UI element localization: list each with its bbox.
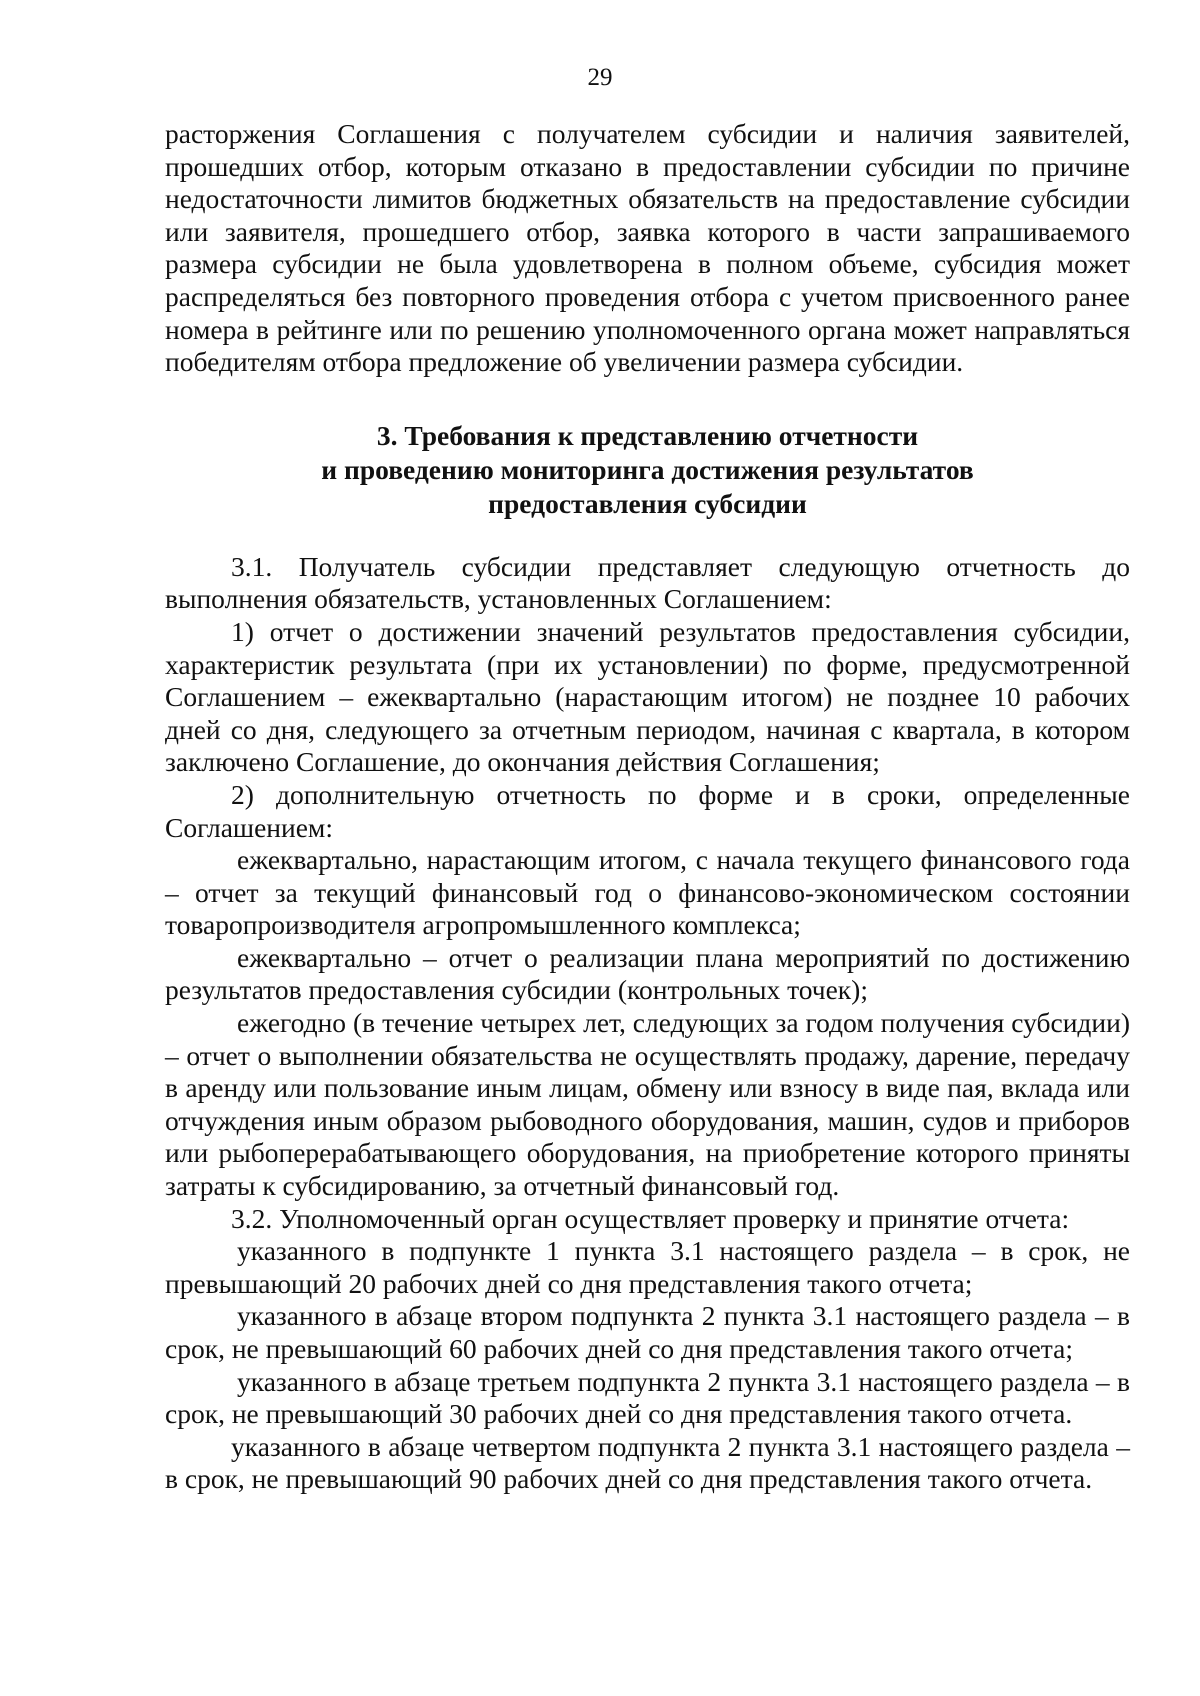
- paragraph-3-1-item-1: 1) отчет о достижении значений результатов предоставления субсидии, характеристик результата (при их установлении) по форме, предусмотренной Соглашением – ежеквартально (нарастающим итогом) не позднее 10 рабочих дней со дня, следующего за отчетным периодом, начиная с квартала, в котором заключено Соглашение, до окончания действия Соглашения;: [165, 615, 1130, 778]
- paragraph-check-third: указанного в абзаце третьем подпункта 2 пункта 3.1 настоящего раздела – в срок, не превышающий 30 рабочих дней со дня представления такого отчета.: [165, 1365, 1130, 1430]
- paragraph-check-second: указанного в абзаце втором подпункта 2 пункта 3.1 настоящего раздела – в срок, не превышающий 60 рабочих дней со дня представления такого отчета;: [165, 1300, 1130, 1364]
- section-heading: [165, 419, 1130, 521]
- paragraph-3-1: 3.1. Получатель субсидии представляет следующую отчетность до выполнения обязательств, установленных Соглашением:: [165, 550, 1130, 615]
- paragraph-3-1-item-2: 2) дополнительную отчетность по форме и в сроки, определенные Соглашением:: [165, 778, 1130, 843]
- paragraph-quarterly-plan: ежеквартально – отчет о реализации плана мероприятий по достижению результатов предоставления субсидии (контрольных точек);: [165, 941, 1130, 1006]
- paragraph-check-fourth: указанного в абзаце четвертом подпункта 2 пункта 3.1 настоящего раздела – в срок, не превышающий 90 рабочих дней со дня представления такого отчета.: [165, 1430, 1130, 1495]
- section-heading-line-3: предоставления субсидии: [488, 487, 807, 519]
- paragraph-continuation: расторжения Соглашения с получателем субсидии и наличия заявителей, прошедших отбор, которым отказано в предоставлении субсидии по причине недостаточности лимитов бюджетных обязательств на предоставление субсидии или заявителя, прошедшего отбор, заявка которого в части запрашиваемого размера субсидии не была удовлетворена в полном объеме, субсидия может распределяться без повторного проведения отбора с учетом присвоенного ранее номера в рейтинге или по решению уполномоченного органа может направляться победителям отбора предложение об увеличении размера субсидии.: [165, 118, 1130, 378]
- document-body: [165, 118, 1130, 1496]
- section-heading-line-1: 3. Требования к представлению отчетности: [376, 419, 919, 451]
- paragraph-quarterly-financial: ежеквартально, нарастающим итогом, с начала текущего финансового года – отчет за текущий финансовый год о финансово-экономическом состоянии товаропроизводителя агропромышленного комплекса;: [165, 844, 1130, 941]
- section-heading-line-2: и проведению мониторинга достижения результатов: [321, 453, 974, 485]
- paragraph-check-subpoint-1: указанного в подпункте 1 пункта 3.1 настоящего раздела – в срок, не превышающий 20 рабочих дней со дня представления такого отчета;: [165, 1235, 1130, 1299]
- paragraph-3-2: 3.2. Уполномоченный орган осуществляет проверку и принятие отчета:: [231, 1202, 1070, 1234]
- page-number: 29: [587, 64, 613, 91]
- paragraph-annual-obligation: ежегодно (в течение четырех лет, следующих за годом получения субсидии) – отчет о выполнении обязательства не осуществлять продажу, дарение, передачу в аренду или пользование иным лицам, обмену или взносу в виде пая, вклада или отчуждения иным образом рыбоводного оборудования, машин, судов и приборов или рыбоперерабатывающего оборудования, на приобретение которого приняты затраты к субсидированию, за отчетный финансовый год.: [165, 1007, 1130, 1202]
